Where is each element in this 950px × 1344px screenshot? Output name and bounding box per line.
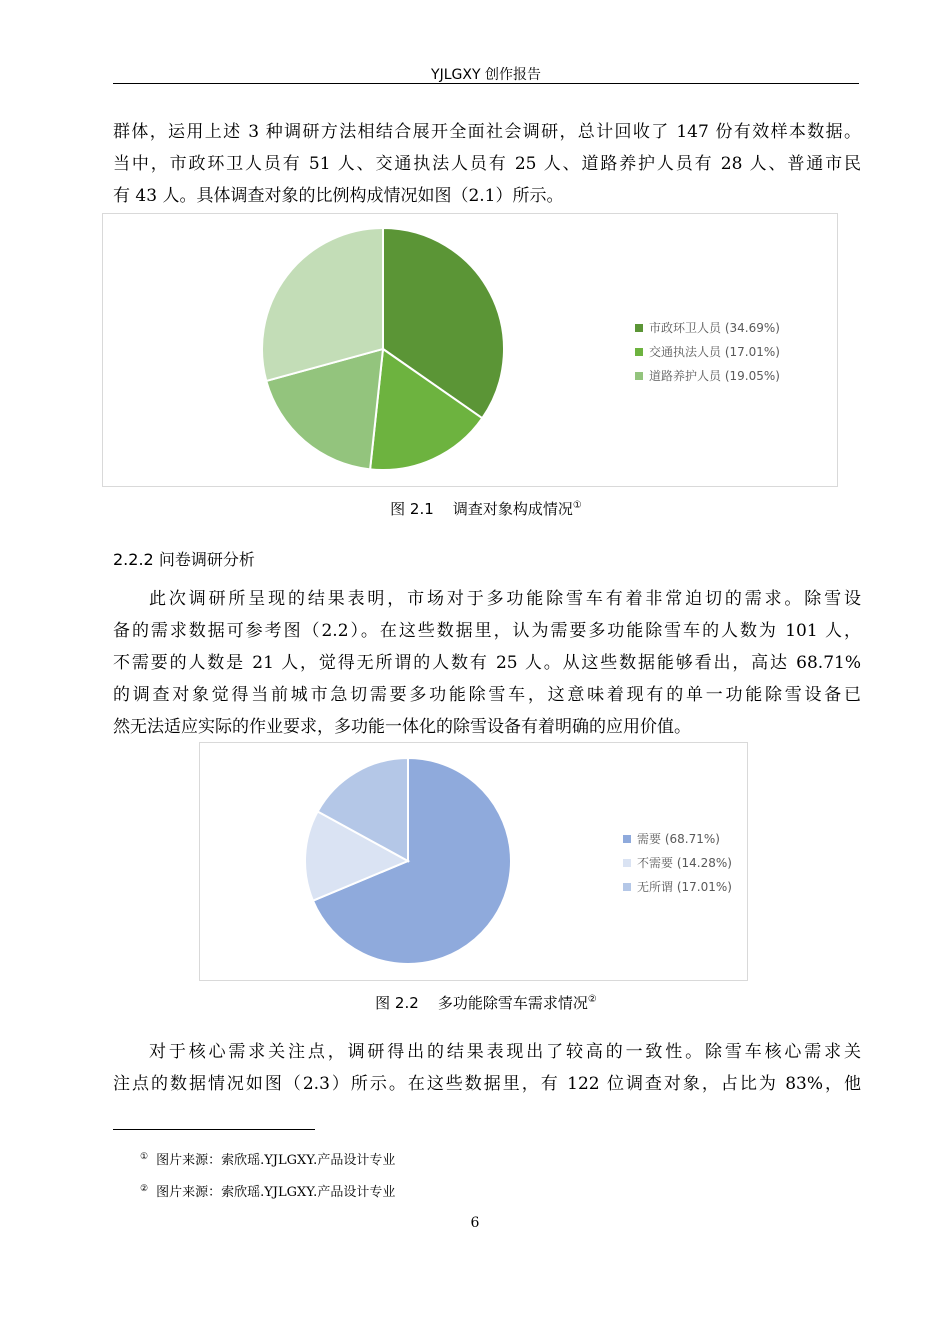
legend-label: 市政环卫人员 (34.69%) [649,321,780,335]
legend-item [623,830,720,847]
section-number: 2.2.2 [113,550,154,569]
header-divider [113,83,859,84]
section-title: 问卷调研分析 [158,550,255,569]
footnote-1 [140,1149,395,1168]
figure-2-caption [113,992,859,1013]
text-line: 对于核心需求关注点，调研得出的结果表现出了较高的一致性。除雪车核心需求关 [149,1042,861,1062]
footnote-mark: ① [140,1151,149,1162]
figure-title: 调查对象构成情况 [452,500,573,518]
legend-item [623,878,732,895]
footnote-ref[interactable]: ② [587,994,597,1005]
text-line: 不需要的人数是 21 人，觉得无所谓的人数有 25 人。从这些数据能够看出，高达 68.71% [113,653,861,673]
text-line: 备的需求数据可参考图（2.2）。在这些数据里，认为需要多功能除雪车的人数为 101 人， [113,621,861,641]
footnote-2 [140,1181,395,1200]
text-line: 当中，市政环卫人员有 51 人、交通执法人员有 25 人、道路养护人员有 28 人、普通市民 [113,154,861,174]
paragraph-3 [113,1036,861,1100]
legend-item [635,319,780,336]
figure-1-chart [102,213,838,487]
legend-swatch [635,372,643,380]
figure-2-chart [199,742,748,981]
text-line: 此次调研所呈现的结果表明，市场对于多功能除雪车有着非常迫切的需求。除雪设 [149,589,861,609]
legend-label: 不需要 (14.28%) [637,856,732,870]
legend-label: 无所谓 (17.01%) [637,880,732,894]
figure-title: 多功能除雪车需求情况 [437,994,588,1012]
figure-number: 图 2.2 [375,994,419,1012]
footnote-ref[interactable]: ① [572,500,582,511]
paragraph-1 [113,116,861,212]
legend-swatch [623,859,631,867]
figure-number: 图 2.1 [390,500,434,518]
paragraph-2 [113,583,861,743]
legend-label: 交通执法人员 (17.01%) [649,345,780,359]
page-header: YJLGXY 创作报告 [431,67,541,83]
footnote-divider [113,1129,315,1130]
legend-swatch [635,324,643,332]
text-line: 群体，运用上述 3 种调研方法相结合展开全面社会调研，总计回收了 147 份有效样本数据。 [113,122,861,142]
legend-swatch [623,835,631,843]
footnote-mark: ② [140,1183,149,1194]
text-line: 的调查对象觉得当前城市急切需要多功能除雪车，这意味着现有的单一功能除雪设备已 [113,685,861,705]
footnote-text: 图片来源：索欣瑶.YJLGXY.产品设计专业 [156,1185,396,1200]
legend-swatch [635,348,643,356]
legend-item [635,367,780,384]
legend-item [635,343,780,360]
legend-item [623,854,732,871]
legend-label: 道路养护人员 (19.05%) [649,369,780,383]
section-heading [113,547,255,570]
legend-label: 需要 (68.71%) [637,832,720,846]
footnote-text: 图片来源：索欣瑶.YJLGXY.产品设计专业 [156,1153,396,1168]
figure-1-caption [113,498,859,519]
text-line: 有 43 人。具体调查对象的比例构成情况如图（2.1）所示。 [113,186,564,206]
legend-swatch [623,883,631,891]
text-line: 注点的数据情况如图（2.3）所示。在这些数据里，有 122 位调查对象，占比为 83%，他 [113,1074,861,1094]
text-line: 然无法适应实际的作业要求，多功能一体化的除雪设备有着明确的应用价值。 [113,717,691,737]
page-number: 6 [470,1215,480,1231]
